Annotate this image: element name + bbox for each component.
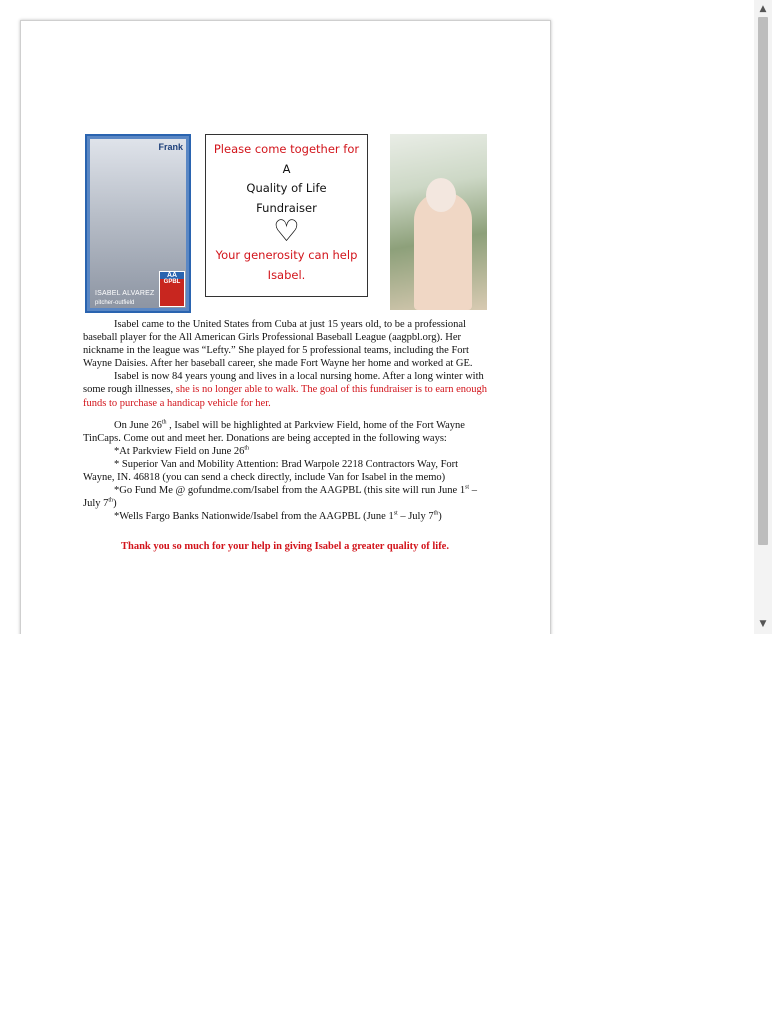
paragraph-intro: Isabel came to the United States from Cuba at just 15 years old, to be a professional baseball player for the All American Girls Professional Baseball League (aagpbl.org). Her nickname in the league was “Lefty.” She played for 5 professional teams, including the Fort Wayne Daisies. After her baseball career, she made Fort Wayne her home and worked at GE. <box>83 319 473 370</box>
item1-text: *At Parkview Field on June 26 <box>114 445 245 457</box>
card-player-position: pitcher-outfield <box>95 300 135 306</box>
item3-sup1: st <box>465 484 470 491</box>
donation-item-3 <box>83 484 487 510</box>
event-text-b: , Isabel will be highlighted at Parkview Field, home of the Fort Wayne TinCaps. Come out and meet her. Donations are being accepted in the following ways: <box>83 419 465 444</box>
paragraph-status <box>83 370 487 409</box>
item4-text-b: – July 7 <box>397 511 434 523</box>
flyer-line-2: A <box>282 161 291 176</box>
vertical-scrollbar[interactable] <box>754 0 772 634</box>
card-player-name: ISABEL ALVAREZ <box>95 290 155 297</box>
paragraph-status-text: Isabel is now 84 years young and lives in a local nursing home. After a long winter with some rough illnesses, <box>83 371 484 396</box>
item4-sup2: th <box>433 510 439 517</box>
item3-text-b: – July 7 <box>83 485 477 510</box>
baseball-card-image <box>85 134 191 313</box>
item4-sup1: st <box>393 510 398 517</box>
flyer-line-1: Please come together for <box>213 142 360 156</box>
flyer-line-3: Quality of Life <box>246 181 327 195</box>
flyer-line-5: Your generosity can help <box>215 248 358 262</box>
item4-text-a: *Wells Fargo Banks Nationwide/Isabel from the AAGPBL (June 1 <box>114 511 394 523</box>
thank-you-line: Thank you so much for your help in giving Isabel a greater quality of life. <box>121 541 449 553</box>
league-logo <box>159 271 185 307</box>
event-text-a: On June 26 <box>114 419 162 431</box>
donation-item-4 <box>83 510 487 523</box>
item3-text-c: ) <box>113 498 117 510</box>
item1-sup: th <box>244 445 250 452</box>
donation-item-1 <box>83 445 487 458</box>
flyer-line-6: Isabel. <box>267 267 306 282</box>
item3-text-a: *Go Fund Me @ gofundme.com/Isabel from the AAGPBL (this site will run June 1 <box>114 485 466 497</box>
scroll-up-icon[interactable]: ▲ <box>759 4 767 14</box>
flyer-line-4: Fundraiser <box>256 200 317 215</box>
league-logo-bottom: GPBL <box>160 279 184 285</box>
league-logo-top: AA <box>160 272 184 279</box>
paragraph-status-goal: she is no longer able to walk. The goal of this fundraiser is to earn enough funds to purchase a handicap vehicle for her. <box>83 384 487 409</box>
heart-icon: ♡ <box>273 214 300 249</box>
donation-item-2: * Superior Van and Mobility Attention: Brad Warpole 2218 Contractors Way, Fort Wayne, IN. 46818 (you can send a check directly, include Van for Isabel in the memo) <box>83 458 459 484</box>
isabel-photo <box>390 134 487 310</box>
item3-sup2: th <box>108 497 114 504</box>
scroll-down-icon[interactable]: ▼ <box>759 619 767 629</box>
fundraiser-box <box>205 134 368 297</box>
document-page <box>20 20 551 634</box>
body-text <box>83 318 487 554</box>
scroll-thumb[interactable] <box>758 17 768 545</box>
paragraph-event <box>83 419 487 445</box>
card-brand: Frank <box>158 142 183 152</box>
item4-text-c: ) <box>438 511 442 523</box>
photo-head <box>426 178 456 212</box>
event-sup: th <box>161 419 167 426</box>
